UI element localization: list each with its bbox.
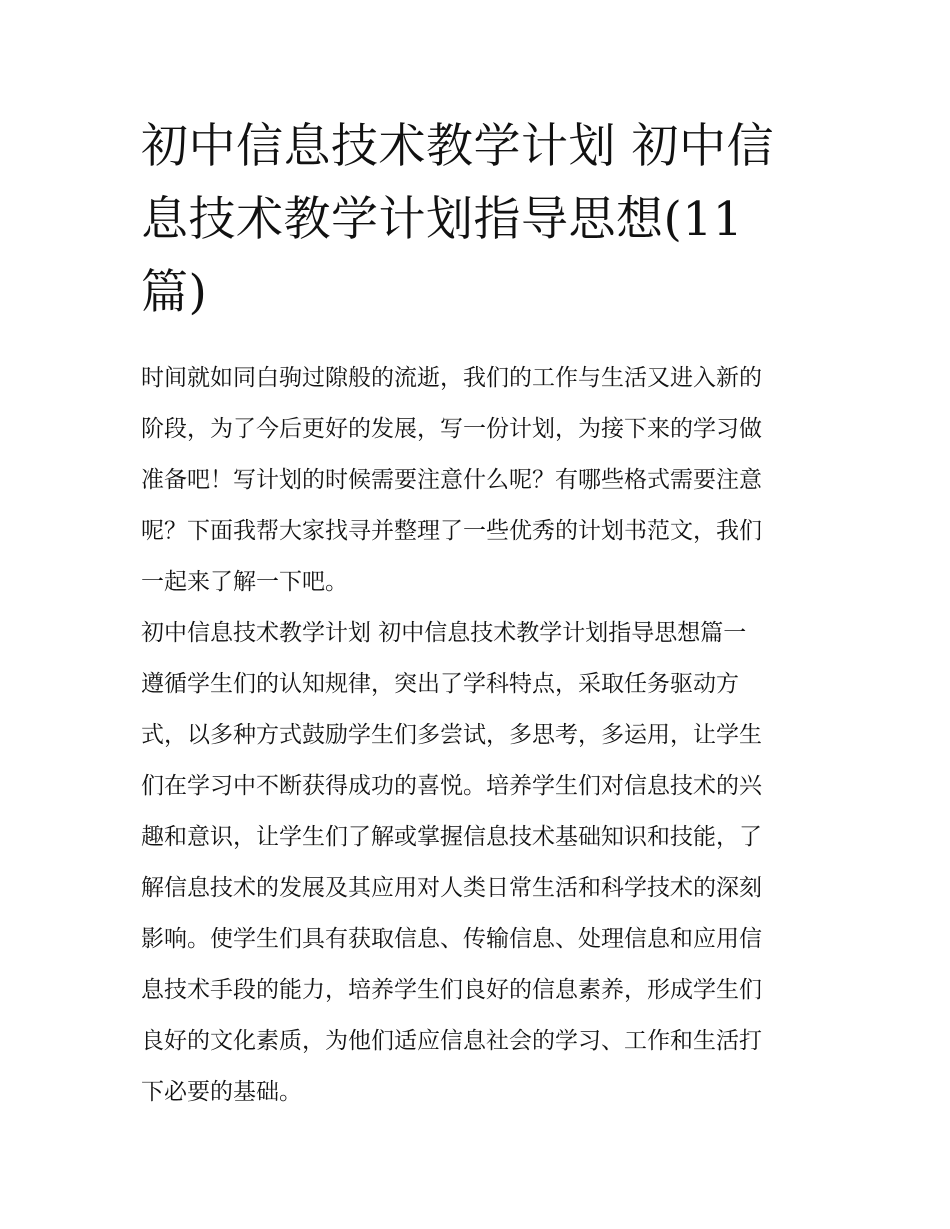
section-line-3: 们在学习中不断获得成功的喜悦。培养学生们对信息技术的兴 (141, 773, 762, 799)
section-paragraph (141, 659, 813, 1118)
section-line-6: 影响。使学生们具有获取信息、传输信息、处理信息和应用信 (141, 926, 762, 952)
document-body (141, 353, 813, 1118)
section-line-5: 解信息技术的发展及其应用对人类日常生活和科学技术的深刻 (141, 875, 762, 901)
title-line-1: 初中信息技术教学计划 初中信 (141, 119, 774, 174)
intro-line-1: 时间就如同白驹过隙般的流逝，我们的工作与生活又进入新的 (141, 365, 762, 391)
document-title (141, 110, 813, 329)
title-line-2: 息技术教学计划指导思想(11 (141, 192, 744, 247)
intro-line-3: 准备吧！写计划的时候需要注意什么呢？有哪些格式需要注意 (141, 467, 762, 493)
title-line-3: 篇) (141, 265, 208, 320)
intro-line-4: 呢？下面我帮大家找寻并整理了一些优秀的计划书范文，我们 (141, 518, 762, 544)
intro-line-5: 一起来了解一下吧。 (141, 569, 348, 595)
intro-paragraph (141, 353, 813, 608)
section-heading-text: 初中信息技术教学计划 初中信息技术教学计划指导思想篇一 (141, 620, 747, 646)
section-line-9: 下必要的基础。 (141, 1079, 302, 1105)
section-line-2: 式，以多种方式鼓励学生们多尝试，多思考，多运用，让学生 (141, 722, 762, 748)
section-line-7: 息技术手段的能力，培养学生们良好的信息素养，形成学生们 (141, 977, 762, 1003)
intro-line-2: 阶段，为了今后更好的发展，写一份计划，为接下来的学习做 (141, 416, 762, 442)
section-line-8: 良好的文化素质，为他们适应信息社会的学习、工作和生活打 (141, 1028, 762, 1054)
document-page (141, 110, 813, 1118)
section-line-4: 趣和意识，让学生们了解或掌握信息技术基础知识和技能，了 (141, 824, 762, 850)
section-line-1: 遵循学生们的认知规律，突出了学科特点，采取任务驱动方 (141, 671, 739, 697)
section-heading (141, 608, 813, 659)
